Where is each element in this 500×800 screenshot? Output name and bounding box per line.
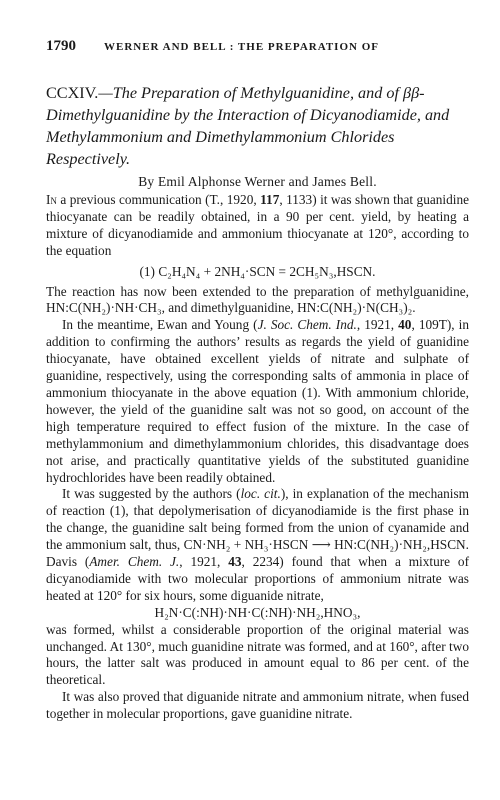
paragraph-3-text-c: , 109T), in addition to confirming the authors’ results as regards the yield of guanidine thiocyanate, have obtained excellent yields of nitrate and sulphate of guanidine, respectively, using the corresponding salts of ammonia in place of ammonium thiocyanate in the above equation (1). With ammonium chloride, however, the yield of the guanidine salt was not so good, on account of the high temperature required to effect fusion of the mixture. In the case of methylammonium and dimethylammonium chlorides, this disadvantage does not arise, and practically quantitative yields of the substituted guanidine hydrochlorides have been readily obtained. xyxy=(46,317,470,485)
page-number: 1790 xyxy=(46,38,76,54)
paragraph-3-text-b: , 1921, xyxy=(356,317,399,333)
byline: By Emil Alphonse Werner and James Bell. xyxy=(138,174,377,189)
paragraph-5: was formed, whilst a considerable proportion of the original material was unchanged. At 130°, much guanidine nitrate was formed, and at 160°, after two hours, the latter salt was produced in amount equal to 86 per cent. of the theoretical. xyxy=(46,621,469,688)
paragraph-3 xyxy=(46,317,469,486)
paragraph-1-text-b: , 1133) it was shown that guanidine thiocyanate can be readily obtained, in a 90 per cent. yield, by heating a mixture of dicyanodiamide and ammonium thiocyanate at 120°, according to the equation xyxy=(46,192,469,258)
journal-reference: Amer. Chem. J. xyxy=(89,554,180,570)
paragraph-6: It was also proved that diguanide nitrate and ammonium nitrate, when fused together in molecular proportions, gave guanidine nitrate. xyxy=(46,689,469,722)
volume-number: 40 xyxy=(398,317,412,333)
paragraph-4-text-b: ), in explanation of the mechanism of reaction (1), that depolymerisation of dicyanodiamide is the first phase in the change, the guanidine salt being formed from the union of cyanamide and the ammonium salt, thus, CN·NH₂ + NH₃·HSCN ⟶ HN:C(NH₂)·NH₂,HSCN. Davis ( xyxy=(46,486,469,570)
volume-number: 117 xyxy=(260,192,280,207)
paragraph-1-text: a previous communication (T., 1920, xyxy=(56,192,261,207)
running-title: WERNER AND BELL : THE PREPARATION OF xyxy=(104,41,379,53)
equation-2: H₂N·C(:NH)·NH·C(:NH)·NH₂,HNO₃, xyxy=(154,604,361,620)
equation-1: (1) C₂H₄N₄ + 2NH₄·SCN = 2CH₅N₃,HSCN. xyxy=(139,263,376,279)
article-number: CCXIV. xyxy=(46,84,99,102)
journal-page xyxy=(46,38,469,723)
article-body xyxy=(46,192,469,723)
paragraph-1 xyxy=(46,192,469,260)
paragraph-4-text-d: , 2234) found that when a mixture of dicyanodiamide with two molecular proportions of ammonium nitrate was heated at 120° for six hours, some diguanide nitrate, xyxy=(46,554,469,603)
article-title xyxy=(46,82,469,170)
paragraph-4 xyxy=(46,486,469,604)
paragraph-3-text-a: In the meantime, Ewan and Young ( xyxy=(62,317,258,333)
volume-number: 43 xyxy=(228,554,242,570)
article-title-text: —The Preparation of Methylguanidine, and of ββ-Dimethylguanidine by the Interaction of Dicyanodiamide, and Methylammonium and Dimethylammonium Chlorides Respectively. xyxy=(46,84,450,168)
journal-reference: J. Soc. Chem. Ind. xyxy=(257,317,357,333)
paragraph-4-text-c: , 1921, xyxy=(179,554,229,570)
paragraph-4-text-a: It was suggested by the authors ( xyxy=(62,486,241,502)
paragraph-2: The reaction has now been extended to the preparation of methylguanidine, HN:C(NH₂)·NH·CH₃, and dimethylguanidine, HN:C(NH₂)·N(CH₃)₂. xyxy=(46,283,469,316)
running-head xyxy=(46,38,469,60)
loc-cit-reference: loc. cit. xyxy=(240,486,281,502)
drop-word: In xyxy=(46,192,57,207)
